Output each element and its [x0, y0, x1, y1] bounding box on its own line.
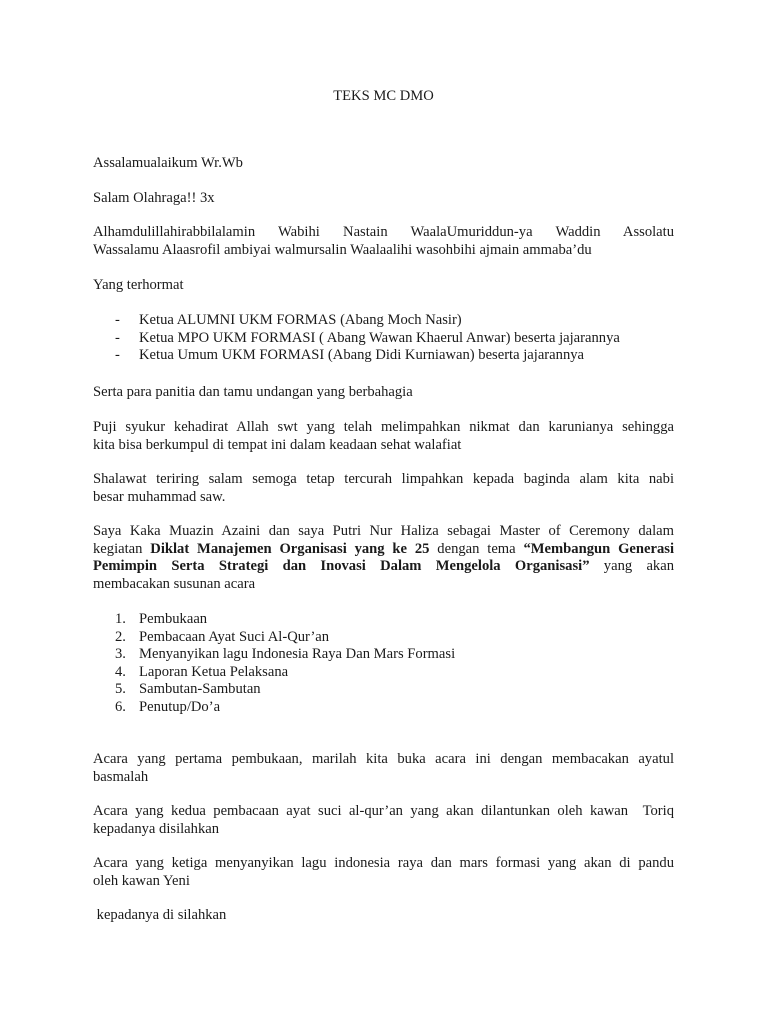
list-marker: -	[115, 347, 120, 363]
event-2-line-2: kepadanya disilahkan	[93, 820, 220, 837]
mc-intro-paragraph	[93, 523, 674, 593]
list-item-text: Pembukaan	[139, 611, 208, 627]
list-marker: -	[115, 329, 120, 346]
theme-start: “Membangun Generasi	[523, 540, 674, 557]
theme-end: Pemimpin Serta Strategi dan Inovasi Dalam Mengelola Organisasi”	[93, 558, 590, 574]
greeting: Assalamualaikum Wr.Wb	[93, 155, 243, 171]
list-item	[93, 699, 674, 717]
event-3-line-2: oleh kawan Yeni	[93, 872, 190, 889]
event-1-paragraph	[93, 751, 674, 786]
opening-line-2: Wassalamu Alaasrofil ambiyai walmursalin Waalaalihi wasohbihi ajmain ammaba’du	[93, 241, 592, 258]
shalawat-line-2: besar muhammad saw.	[93, 488, 226, 505]
list-item-text: Ketua MPO UKM FORMASI ( Abang Wawan Khaerul Anwar) beserta jajarannya	[139, 329, 620, 346]
honorees-list	[93, 312, 674, 365]
list-item	[93, 347, 674, 365]
list-item	[93, 681, 674, 699]
opening-line-1: Alhamdulillahirabbilalamin Wabihi Nastain WaalaUmuriddun-ya Waddin Assolatu	[93, 224, 674, 240]
list-marker: 4.	[115, 663, 126, 680]
list-item	[93, 611, 674, 629]
intro-line-2	[93, 541, 674, 559]
event-name: Diklat Manajemen Organisasi yang ke 25	[150, 540, 430, 557]
list-marker: 6.	[115, 698, 126, 715]
list-item	[93, 646, 674, 664]
event-3-paragraph	[93, 855, 674, 890]
list-item-text: Ketua ALUMNI UKM FORMAS (Abang Moch Nasir)	[139, 312, 462, 328]
event-3-line-1: Acara yang ketiga menyanyikan lagu indonesia raya dan mars formasi yang akan di pandu	[93, 855, 674, 871]
list-item-text: Laporan Ketua Pelaksana	[139, 663, 289, 680]
list-item-text: Ketua Umum UKM FORMASI (Abang Didi Kurniawan) beserta jajarannya	[139, 347, 585, 363]
list-marker: 3.	[115, 646, 126, 662]
list-item	[93, 629, 674, 647]
list-marker: 5.	[115, 681, 126, 697]
shalawat-paragraph	[93, 471, 674, 506]
list-item-text: Penutup/Do’a	[139, 698, 221, 715]
committee-line: Serta para panitia dan tamu undangan yang berbahagia	[93, 384, 413, 400]
intro-text: dengan tema	[429, 540, 524, 557]
intro-line-1: Saya Kaka Muazin Azaini dan saya Putri Nur Haliza sebagai Master of Ceremony dalam	[93, 523, 674, 539]
list-item	[93, 330, 674, 348]
list-marker: 1.	[115, 611, 126, 627]
list-item-text: Sambutan-Sambutan	[139, 681, 261, 697]
list-item-text: Menyanyikan lagu Indonesia Raya Dan Mars Formasi	[139, 646, 456, 662]
list-item-text: Pembacaan Ayat Suci Al-Qur’an	[139, 628, 330, 645]
list-item	[93, 664, 674, 682]
agenda-list	[93, 611, 674, 716]
document-title: TEKS MC DMO	[333, 88, 434, 104]
closing-line: kepadanya di silahkan	[93, 907, 227, 923]
document-page	[93, 0, 674, 1024]
list-item	[93, 312, 674, 330]
opening-paragraph	[93, 224, 674, 259]
list-marker: 2.	[115, 628, 126, 645]
intro-line-4: membacakan susunan acara	[93, 575, 256, 592]
event-1-line-1: Acara yang pertama pembukaan, marilah kita buka acara ini dengan membacakan ayatul	[93, 751, 674, 767]
gratitude-paragraph	[93, 419, 674, 454]
salam-olahraga: Salam Olahraga!! 3x	[93, 190, 215, 206]
intro-line-3	[93, 558, 674, 576]
event-1-line-2: basmalah	[93, 768, 149, 785]
intro-text: kegiatan	[93, 540, 151, 557]
respect-heading: Yang terhormat	[93, 277, 184, 293]
list-marker: -	[115, 312, 120, 328]
event-2-paragraph	[93, 803, 674, 838]
gratitude-line-2: kita bisa berkumpul di tempat ini dalam keadaan sehat walafiat	[93, 436, 462, 453]
event-2-line-1: Acara yang kedua pembacaan ayat suci al-qur’an yang akan dilantunkan oleh kawan Toriq	[93, 803, 674, 819]
shalawat-line-1: Shalawat teriring salam semoga tetap tercurah limpahkan kepada baginda alam kita nabi	[93, 471, 674, 487]
intro-text: yang akan	[589, 558, 674, 574]
gratitude-line-1: Puji syukur kehadirat Allah swt yang telah melimpahkan nikmat dan karunianya sehingga	[93, 419, 674, 435]
